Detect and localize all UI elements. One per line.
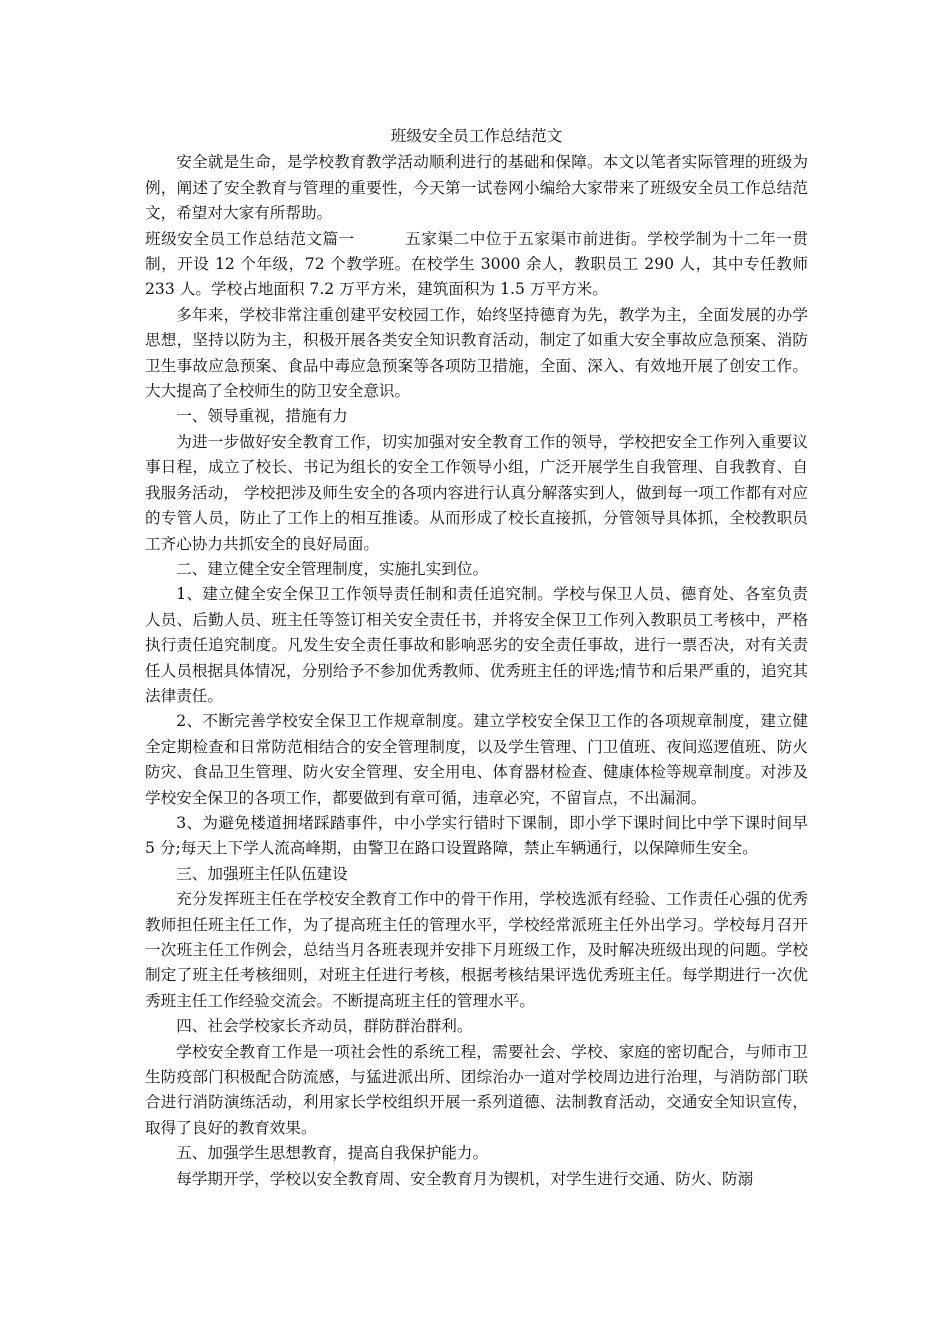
document-title: 班级安全员工作总结范文 [390, 127, 563, 145]
section1-text: 五家渠二中位于五家渠市前进街。学校学制为十二年一贯制，开设 12 个年级，72 个教学班。在校学生 3000 余人，教职员工 290 人，其中专任教师 233 人。学校占地面积 7.2 万平方米，建筑面积为 1.5 万平方米。 [145, 229, 808, 299]
heading-5: 五、加强学生思想教育，提高自我保护能力。 [176, 1144, 489, 1163]
heading-4: 四、社会学校家长齐动员，群防群治群利。 [176, 1017, 473, 1036]
heading-3: 三、加强班主任队伍建设 [176, 864, 348, 883]
section1-paragraph [145, 227, 808, 303]
years-paragraph: 多年来，学校非常注重创建平安校园工作，始终坚持德育为先，教学为主，全面发展的办学思想，坚持以防为主，积极开展各类安全知识教育活动，制定了如重大安全事故应急预案、消防卫生事故应急预案、食品中毒应急预案等各项防卫措施，全面、深入、有效地开展了创安工作。大大提高了全校师生的防卫安全意识。 [145, 305, 808, 401]
intro-paragraph: 安全就是生命，是学校教育教学活动顺利进行的基础和保障。本文以笔者实际管理的班级为例，阐述了安全教育与管理的重要性，今天第一试卷网小编给大家带来了班级安全员工作总结范文，希望对大家有所帮助。 [145, 153, 808, 223]
heading-2-paragraph-2: 2、不断完善学校安全保卫工作规章制度。建立学校安全保卫工作的各项规章制度，建立健全定期检查和日常防范相结合的安全管理制度，以及学生管理、门卫值班、夜间巡逻值班、防火防灾、食品卫生管理、防火安全管理、安全用电、体育器材检查、健康体检等规章制度。对涉及学校安全保卫的各项工作，都要做到有章可循，违章必究，不留盲点，不出漏洞。 [145, 712, 808, 807]
heading-3-paragraph: 充分发挥班主任在学校安全教育工作中的骨干作用，学校选派有经验、工作责任心强的优秀教师担任班主任工作，为了提高班主任的管理水平，学校经常派班主任外出学习。学校每月召开一次班主任工作例会，总结当月各班表现并安排下月班级工作，及时解决班级出现的问题。学校制定了班主任考核细则，对班主任进行考核，根据考核结果评选优秀班主任。每学期进行一次优秀班主任工作经验交流会。不断提高班主任的管理水平。 [145, 890, 808, 1010]
heading-1: 一、领导重视，措施有力 [176, 407, 348, 426]
heading-4-paragraph: 学校安全教育工作是一项社会性的系统工程，需要社会、学校、家庭的密切配合，与师市卫生防疫部门积极配合防流感，与猛进派出所、团综治办一道对学校周边进行治理，与消防部门联合进行消防演练活动，利用家长学校组织开展一系列道德、法制教育活动，交通安全知识宣传，取得了良好的教育效果。 [145, 1042, 808, 1137]
heading-1-paragraph: 为进一步做好安全教育工作，切实加强对安全教育工作的领导，学校把安全工作列入重要议事日程，成立了校长、书记为组长的安全工作领导小组，广泛开展学生自我管理、自我教育、自我服务活动， 学校把涉及师生安全的各项内容进行认真分解落实到人，做到每一项工作都有对应的专管人员，防止了工作上的相互推诿。从而形成了校长直接抓，分管领导具体抓，全校教职员工齐心协力共抓安全的良好局面。 [145, 432, 808, 553]
section1-label: 班级安全员工作总结范文篇一 [145, 229, 355, 248]
heading-5-paragraph: 每学期开学，学校以安全教育周、安全教育月为锲机，对学生进行交通、防火、防溺 [176, 1169, 754, 1188]
heading-2-paragraph-3: 3、为避免楼道拥堵踩踏事件，中小学实行错时下课制，即小学下课时间比中学下课时间早 5 分;每天上下学人流高峰期，由警卫在路口设置路障，禁止车辆通行，以保障师生安全。 [145, 813, 808, 858]
document-page [145, 124, 808, 1192]
heading-2: 二、建立健全安全管理制度，实施扎实到位。 [176, 559, 489, 578]
heading-2-paragraph-1: 1、建立健全安全保卫工作领导责任制和责任追究制。学校与保卫人员、德育处、各室负责人员、后勤人员、班主任等签订相关安全责任书，并将安全保卫工作列入教职员工考核中，严格执行责任追究制度。凡发生安全责任事故和影响恶劣的安全责任事故，进行一票否决，对有关责任人员根据具体情况，分别给予不参加优秀教师、优秀班主任的评选;情节和后果严重的，追究其法律责任。 [145, 585, 808, 705]
